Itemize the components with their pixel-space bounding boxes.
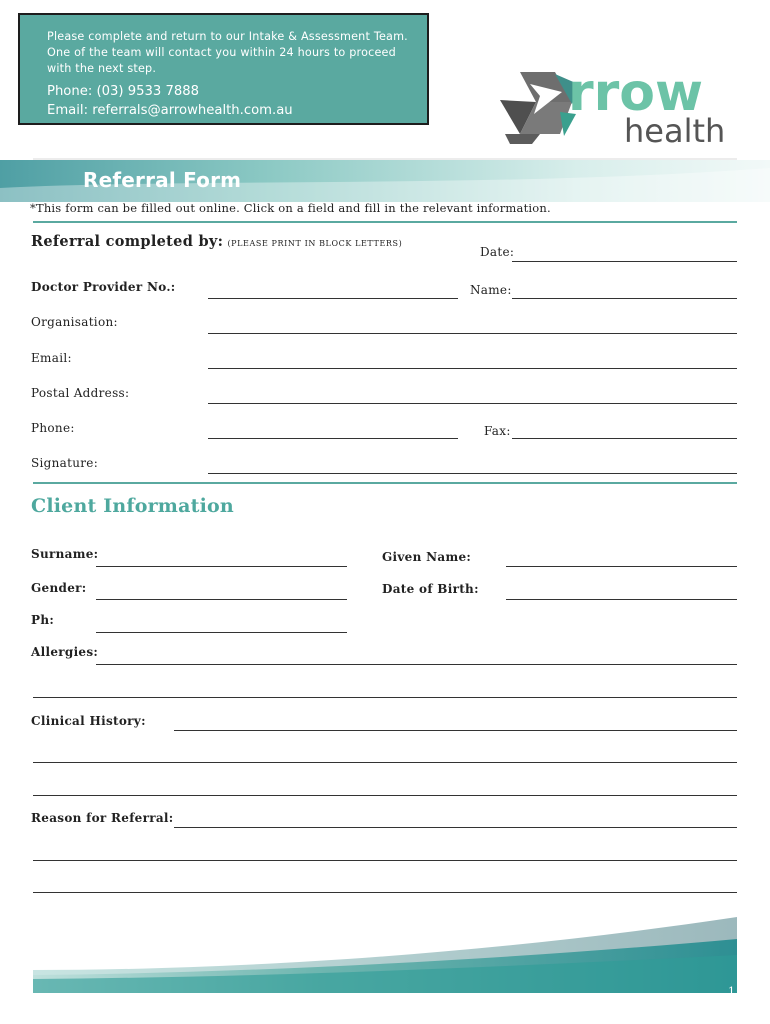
form-instructions-note: *This form can be filled out online. Click on a field and fill in the relevant information. <box>30 201 551 215</box>
email-label: Email: <box>31 351 72 365</box>
gender-label: Gender: <box>31 581 87 595</box>
referrer-heading: Referral completed by: <box>31 233 224 250</box>
contact-email[interactable]: Email: referrals@arrowhealth.com.au <box>47 103 293 118</box>
logo-word-health: health <box>624 112 726 150</box>
organisation-label: Organisation: <box>31 315 118 329</box>
reason-for-referral-field-line-3[interactable] <box>33 873 737 893</box>
postal-address-field[interactable] <box>208 384 737 404</box>
referrer-heading-group <box>31 233 402 250</box>
contact-message-line-3: with the next step. <box>47 62 157 75</box>
dob-field[interactable] <box>506 580 737 600</box>
name-label: Name: <box>470 283 512 297</box>
surname-field[interactable] <box>96 547 347 567</box>
surname-label: Surname: <box>31 547 99 561</box>
fax-field[interactable] <box>512 419 737 439</box>
reason-for-referral-label: Reason for Referral: <box>31 811 174 825</box>
contact-message-line-1: Please complete and return to our Intake & Assessment Team. <box>47 30 408 43</box>
clinical-history-label: Clinical History: <box>31 714 146 728</box>
phone-field[interactable] <box>208 419 458 439</box>
allergies-field-line-2[interactable] <box>33 678 737 698</box>
reason-for-referral-field[interactable] <box>174 808 737 828</box>
arrow-health-logo <box>500 64 735 154</box>
clinical-history-field-line-2[interactable] <box>33 743 737 763</box>
name-field[interactable] <box>512 279 737 299</box>
section-divider <box>33 221 737 223</box>
fax-label: Fax: <box>484 424 511 438</box>
phone-label: Phone: <box>31 421 75 435</box>
client-phone-label: Ph: <box>31 613 55 627</box>
postal-address-label: Postal Address: <box>31 386 130 400</box>
doctor-provider-label: Doctor Provider No.: <box>31 280 176 294</box>
contact-message-line-2: One of the team will contact you within 24 hours to proceed <box>47 46 396 59</box>
client-phone-field[interactable] <box>96 613 347 633</box>
clinical-history-field-line-3[interactable] <box>33 776 737 796</box>
signature-label: Signature: <box>31 456 99 470</box>
allergies-label: Allergies: <box>31 645 99 659</box>
contact-info-box <box>18 13 429 125</box>
logo-word-rrow: rrow <box>568 64 704 123</box>
allergies-field[interactable] <box>96 645 737 665</box>
block-letters-note: (PLEASE PRINT IN BLOCK LETTERS) <box>227 239 403 248</box>
organisation-field[interactable] <box>208 314 737 334</box>
client-info-heading: Client Information <box>31 495 234 517</box>
reason-for-referral-field-line-2[interactable] <box>33 841 737 861</box>
page-number: 1 <box>728 985 735 998</box>
gender-field[interactable] <box>96 580 347 600</box>
date-field[interactable] <box>512 242 737 262</box>
section-divider-client <box>33 482 737 484</box>
clinical-history-field[interactable] <box>174 711 737 731</box>
signature-field[interactable] <box>208 454 737 474</box>
dob-label: Date of Birth: <box>382 582 479 596</box>
doctor-provider-field[interactable] <box>208 279 458 299</box>
form-title: Referral Form <box>83 168 242 192</box>
footer-wave <box>33 915 737 993</box>
email-field[interactable] <box>208 349 737 369</box>
date-label: Date: <box>480 245 515 259</box>
given-name-label: Given Name: <box>382 550 472 564</box>
arrow-a-logo-icon <box>500 64 735 154</box>
given-name-field[interactable] <box>506 547 737 567</box>
contact-phone: Phone: (03) 9533 7888 <box>47 84 200 99</box>
